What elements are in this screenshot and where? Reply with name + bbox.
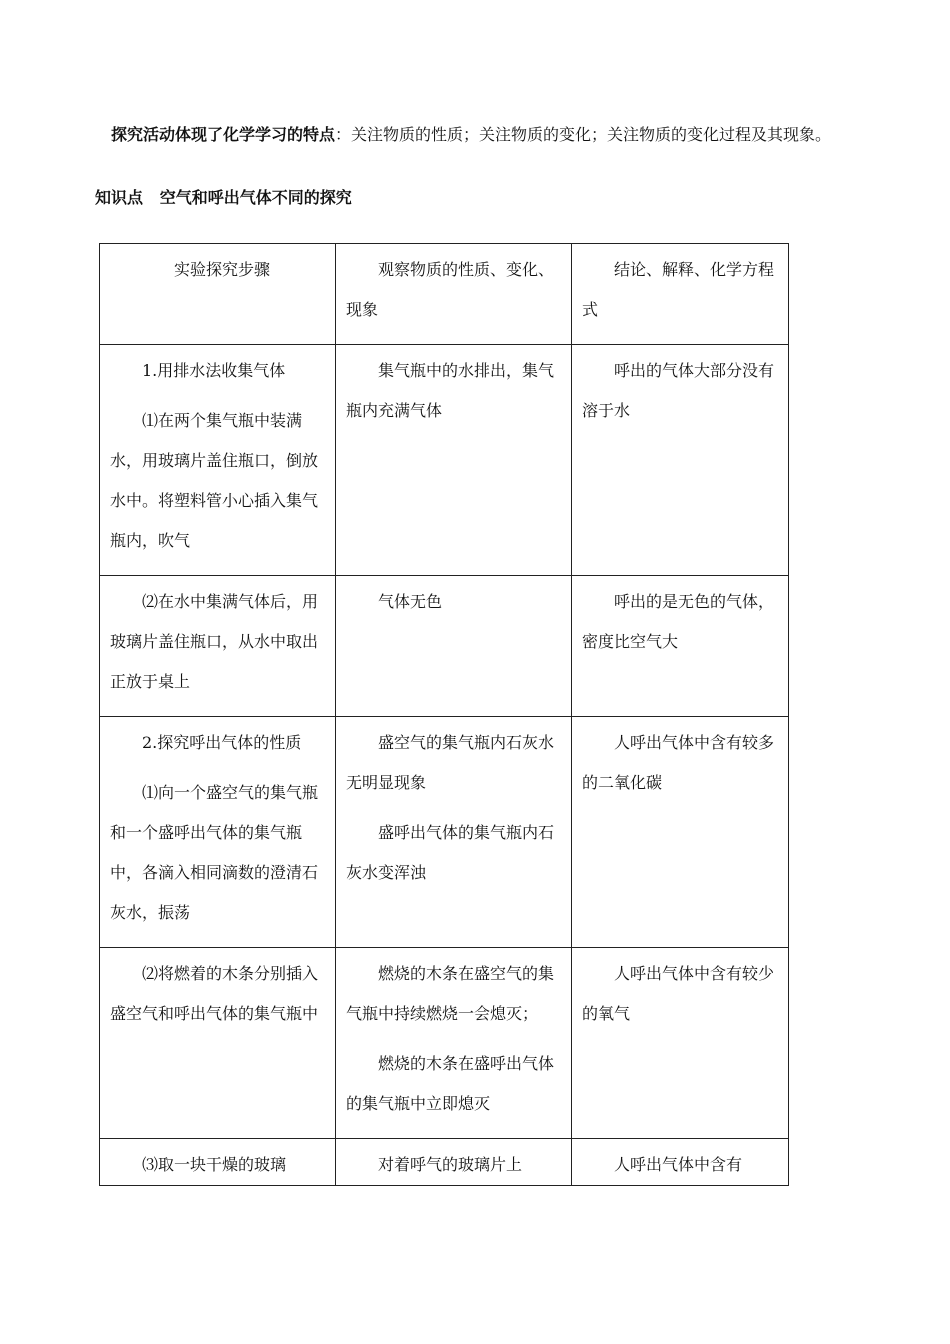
step-text: 2.探究呼出气体的性质 — [142, 733, 302, 752]
row4-conclusions — [572, 948, 789, 1139]
conclusion-text: 人呼出气体中含有较少的氧气 — [582, 964, 775, 1023]
step-text: ⑴向一个盛空气的集气瓶和一个盛呼出气体的集气瓶中，各滴入相同滴数的澄清石灰水，振荡 — [110, 783, 319, 922]
header-observations — [336, 244, 572, 345]
row1-observations — [336, 345, 572, 576]
table-header-row — [100, 244, 789, 345]
observation-text: 盛呼出气体的集气瓶内石灰水变浑浊 — [346, 823, 555, 882]
header-conclusions-text: 结论、解释、化学方程式 — [582, 260, 775, 319]
table-row — [100, 345, 789, 576]
table-row — [100, 948, 789, 1139]
observation-text: 集气瓶中的水排出，集气瓶内充满气体 — [346, 361, 555, 420]
header-conclusions — [572, 244, 789, 345]
row5-conclusions — [572, 1139, 789, 1186]
header-observations-text: 观察物质的性质、变化、现象 — [346, 260, 555, 319]
section-heading: 知识点 空气和呼出气体不同的探究 — [95, 188, 352, 207]
conclusion-text: 呼出的气体大部分没有溶于水 — [582, 361, 775, 420]
row3-observations — [336, 717, 572, 948]
observation-text: 盛空气的集气瓶内石灰水无明显现象 — [346, 733, 555, 792]
step-text: ⑵在水中集满气体后，用玻璃片盖住瓶口，从水中取出正放于桌上 — [110, 592, 319, 691]
conclusion-text: 呼出的是无色的气体，密度比空气大 — [582, 592, 775, 651]
row5-observations — [336, 1139, 572, 1186]
row1-conclusions — [572, 345, 789, 576]
step-text: ⑵将燃着的木条分别插入盛空气和呼出气体的集气瓶中 — [110, 964, 319, 1023]
observation-text: 燃烧的木条在盛空气的集气瓶中持续燃烧一会熄灭； — [346, 964, 555, 1023]
step-text: ⑶取一块干燥的玻璃 — [142, 1155, 287, 1174]
row2-observations — [336, 576, 572, 717]
observation-text: 对着呼气的玻璃片上 — [378, 1155, 523, 1174]
row1-steps — [100, 345, 336, 576]
row3-steps — [100, 717, 336, 948]
row5-steps — [100, 1139, 336, 1186]
row4-steps — [100, 948, 336, 1139]
header-steps — [100, 244, 336, 345]
intro-rest-text: ：关注物质的性质；关注物质的变化；关注物质的变化过程及其现象。 — [335, 125, 832, 144]
step-text: ⑴在两个集气瓶中装满水，用玻璃片盖住瓶口，倒放水中。将塑料管小心插入集气瓶内，吹气 — [110, 411, 319, 550]
row3-conclusions — [572, 717, 789, 948]
experiment-table — [99, 243, 789, 1186]
intro-bold-text: 探究活动体现了化学学习的特点 — [111, 125, 336, 144]
conclusion-text: 人呼出气体中含有较多的二氧化碳 — [582, 733, 775, 792]
step-text: 1.用排水法收集气体 — [142, 361, 286, 380]
row2-conclusions — [572, 576, 789, 717]
observation-text: 燃烧的木条在盛呼出气体的集气瓶中立即熄灭 — [346, 1054, 555, 1113]
row4-observations — [336, 948, 572, 1139]
intro-paragraph — [111, 122, 831, 145]
table-row — [100, 1139, 789, 1186]
row2-steps — [100, 576, 336, 717]
conclusion-text: 人呼出气体中含有 — [614, 1155, 743, 1174]
table-row — [100, 576, 789, 717]
table-row — [100, 717, 789, 948]
observation-text: 气体无色 — [378, 592, 443, 611]
header-steps-text: 实验探究步骤 — [174, 260, 271, 279]
